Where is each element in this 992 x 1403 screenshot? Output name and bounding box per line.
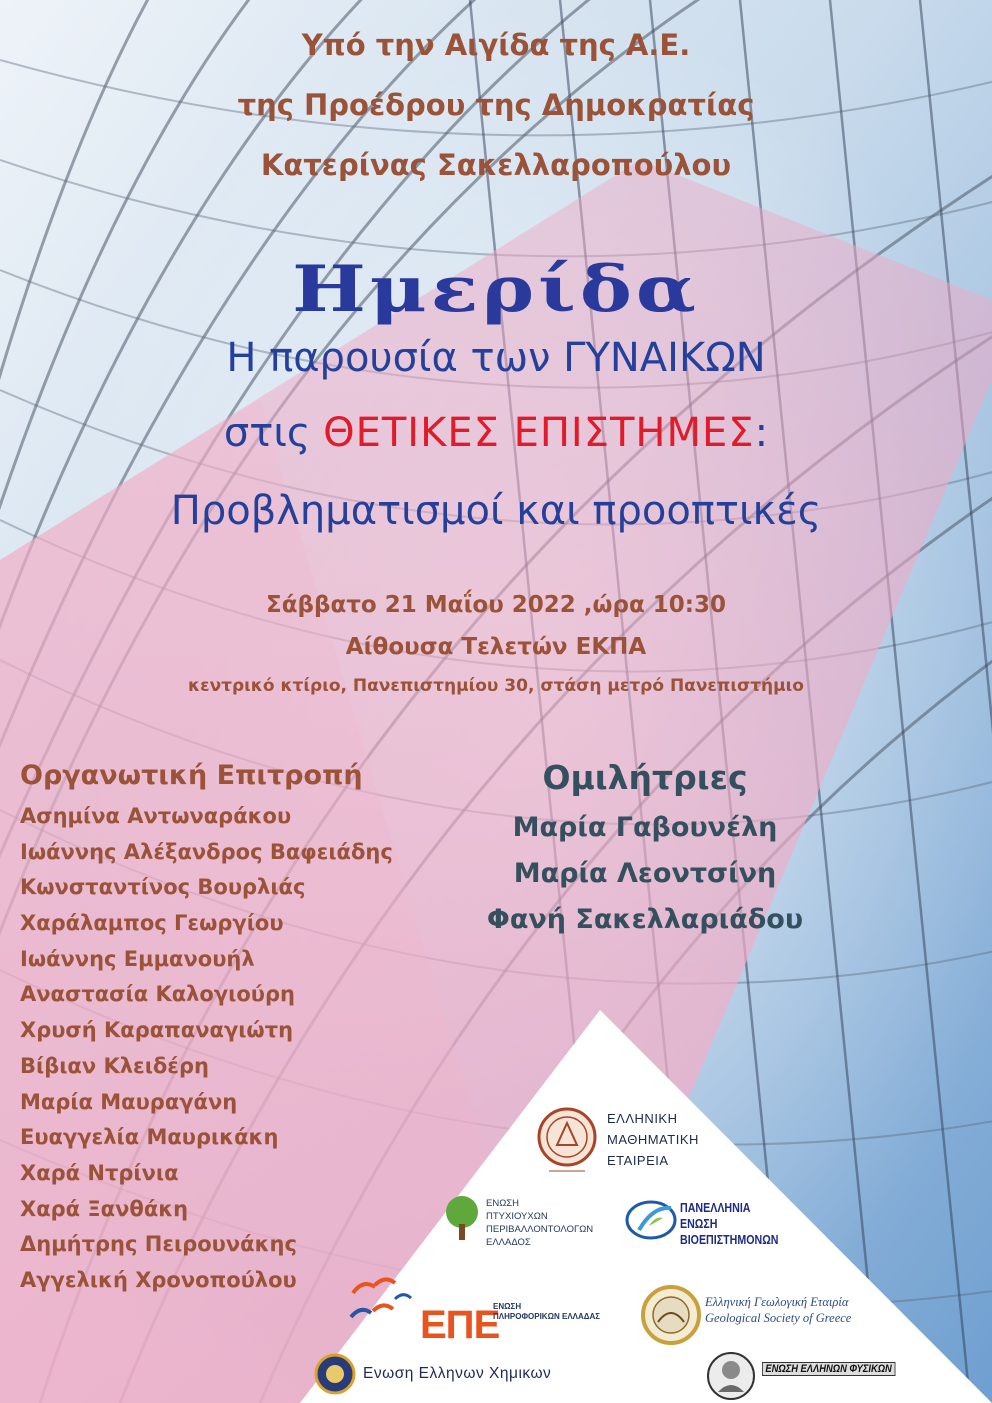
topic-line-2-suffix: : [754, 410, 769, 456]
event-hall: Αίθουσα Τελετών ΕΚΠΑ [345, 634, 647, 660]
topic-line-2 [0, 410, 992, 456]
environment-logo-text: ΕΝΩΣΗ ΠΤΥΧΙΟΥΧΩΝ ΠΕΡΙΒΑΛΛΟΝΤΟΛΟΓΩΝ ΕΛΛΑΔΟΣ [486, 1198, 594, 1248]
speakers [440, 758, 850, 947]
geology-logo-text: Ελληνική Γεωλογική Εταιρία Geological Society of Greece [705, 1295, 852, 1325]
committee-member: Αναστασία Καλογιούρη [20, 982, 295, 1007]
committee-member: Χαρά Ντρίνια [20, 1160, 179, 1185]
event-title: Ημερίδα [292, 252, 700, 327]
committee-member: Χρυσή Καραπαναγιώτη [20, 1018, 294, 1043]
speaker-name: Μαρία Γαβουνέλη [512, 812, 778, 843]
physicists-logo-text: ΕΝΩΣΗ ΕΛΛΗΝΩΝ ΦΥΣΙΚΩΝ [762, 1362, 895, 1376]
committee-member: Μαρία Μαυραγάνη [20, 1089, 238, 1114]
organizing-committee [20, 760, 500, 1301]
committee-member: Ευαγγελία Μαυρικάκη [20, 1125, 279, 1150]
epe-logo-subtext: ΕΝΩΣΗ ΠΛΗΡΟΦΟΡΙΚΩΝ ΕΛΛΑΔΑΣ [493, 1302, 601, 1321]
committee-member: Αγγελική Χρονοπούλου [20, 1267, 297, 1292]
committee-member: Βίβιαν Κλειδέρη [20, 1053, 209, 1078]
speaker-name: Μαρία Λεοντσίνη [513, 858, 777, 889]
environment-tree-logo [440, 1192, 484, 1244]
committee-title: Οργανωτική Επιτροπή [20, 760, 363, 791]
bio-globe-logo [625, 1196, 681, 1244]
committee-member: Δημήτρης Πειρουνάκης [20, 1232, 297, 1257]
epe-logo-text: ΕΠΕ [420, 1303, 500, 1347]
ems-seal-logo [535, 1105, 599, 1177]
topic-line-2-prefix: στις [223, 410, 324, 456]
speakers-title: Ομιλήτριες [542, 758, 748, 797]
committee-member: Κωνσταντίνος Βουρλιάς [20, 875, 306, 900]
committee-member: Ιωάννης Εμμανουήλ [20, 946, 255, 971]
committee-member: Ιωάννης Αλέξανδρος Βαφειάδης [20, 839, 393, 864]
aegis-line-3: Κατερίνας Σακελλαροπούλου [260, 148, 732, 182]
geology-seal-logo [640, 1284, 702, 1346]
committee-member: Χαράλαμπος Γεωργίου [20, 911, 284, 936]
chemists-seal-logo [313, 1352, 357, 1396]
aegis-line-2: της Προέδρου της Δημοκρατίας [237, 88, 755, 122]
event-place: κεντρικό κτίριο, Πανεπιστημίου 30, στάση μετρό Πανεπιστήμιο [188, 676, 804, 696]
speaker-name: Φανή Σακελλαριάδου [486, 904, 804, 935]
epe-swoosh-logo [345, 1273, 417, 1339]
committee-member: Ασημίνα Αντωναράκου [20, 804, 292, 828]
bio-logo-text: ΠΑΝΕΛΛΗΝΙΑ ΕΝΩΣΗ ΒΙΟΕΠΙΣΤΗΜΟΝΩΝ [680, 1200, 779, 1247]
committee-member: Χαρά Ξανθάκη [20, 1196, 189, 1221]
aegis-line-1: Υπό την Αιγίδα της Α.Ε. [301, 28, 691, 62]
event-date: Σάββατο 21 Μαΐου 2022 ,ώρα 10:30 [266, 592, 726, 618]
topic-line-1: Η παρουσία των ΓΥΝΑΙΚΩΝ [226, 335, 766, 381]
ems-logo-text: ΕΛΛΗΝΙΚΗ ΜΑΘΗΜΑΤΙΚΗ ΕΤΑΙΡΕΙΑ [607, 1111, 699, 1168]
chemists-logo-text: Ενωση Ελληνων Χημικων [363, 1365, 552, 1382]
topic-line-3: Προβληματισμοί και προοπτικές [170, 488, 822, 534]
topic-highlight: ΘΕΤΙΚΕΣ ΕΠΙΣΤΗΜΕΣ [323, 410, 755, 456]
physicists-bust-logo [704, 1350, 758, 1402]
